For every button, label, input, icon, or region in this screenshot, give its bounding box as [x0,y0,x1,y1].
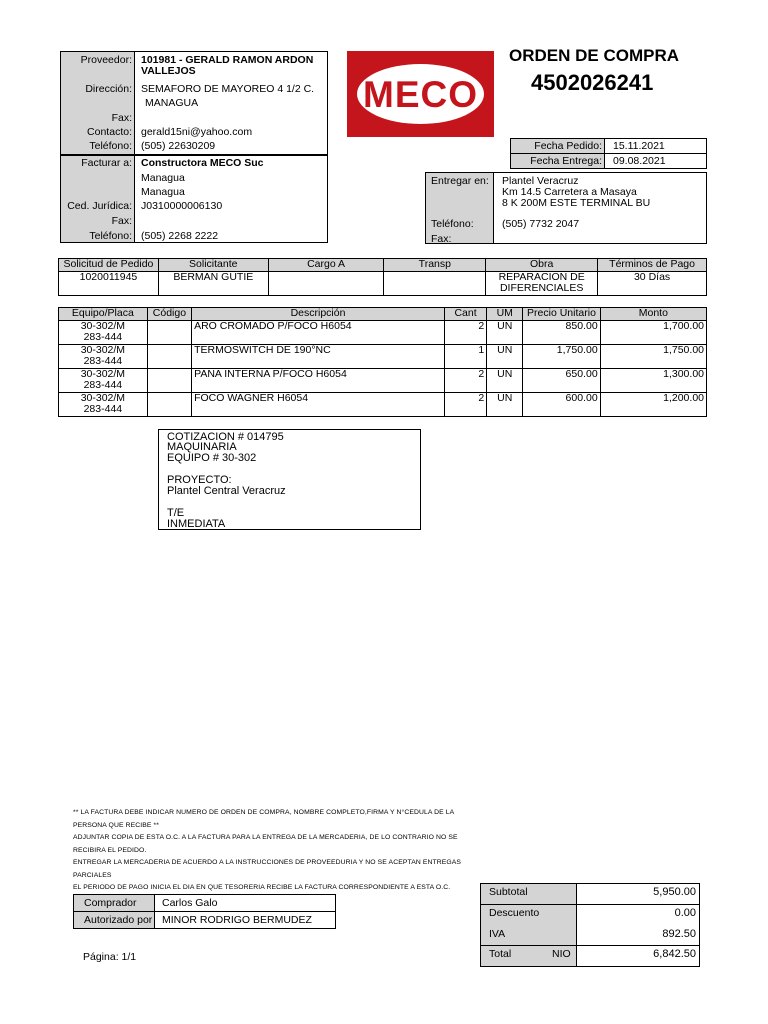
billing-fax-label: Fax: [111,215,132,227]
descripcion-cell: PANA INTERNA P/FOCO H6054 [192,368,445,392]
codigo-cell [147,344,191,368]
page-number: Página: 1/1 [83,951,137,963]
supplier-address-line1: SEMAFORO DE MAYOREO 4 1/2 C. [141,83,315,95]
codigo-cell [147,368,191,392]
billing-company: Constructora MECO Suc [141,157,264,169]
table-row [59,344,707,368]
footer-note-line: RECIBIRA EL PEDIDO. [73,846,147,854]
comprador-label: Comprador [84,897,137,909]
cant-cell: 2 [444,392,486,416]
entregar-label: Entregar en: [431,175,489,187]
supplier-name-line1: 101981 - GERALD RAMON ARDON [141,54,314,66]
header-transp: Transp [384,259,486,272]
iva-label: IVA [489,928,506,940]
signatures-block [73,894,336,929]
equipo-cell [59,368,148,392]
items-table [58,307,707,417]
descuento-value: 0.00 [674,907,696,919]
order-dates [510,138,707,169]
header-descripcion: Descripción [192,308,445,321]
header-solicitante: Solicitante [158,259,268,272]
notes-line1: COTIZACION # 014795 [167,431,284,443]
cant-cell: 2 [444,320,486,344]
meco-logo [347,51,494,137]
descuento-label: Descuento [489,907,540,919]
footer-note-line: EL PERIODO DE PAGO INICIA EL DIA EN QUE TESORERIA RECIBE LA FACTURA CORRESPONDIENTE A ESTA O.C. [73,884,451,891]
billing-phone-label: Teléfono: [89,230,132,242]
footer-note-line: PERSONA QUE RECIBE ** [73,821,159,829]
delivery-fax-label: Fax: [431,233,452,245]
obra-line2: DIFERENCIALES [499,282,584,294]
notes-line6: T/E [167,507,185,519]
header-codigo: Código [147,308,191,321]
header-um: UM [487,308,523,321]
header-precio: Precio Unitario [523,308,600,321]
equipo-line1: 30-302/M [80,319,126,332]
header-equipo: Equipo/Placa [59,308,148,321]
totals-divider-top [481,904,699,905]
signatures-divider [74,911,335,912]
supplier-label-column [61,52,135,154]
descripcion-cell: TERMOSWITCH DE 190°NC [192,344,445,368]
terminos-value: 30 Días [598,271,707,295]
totals-divider-bottom [481,945,699,946]
notes-line3: EQUIPO # 30-302 [167,452,257,464]
dates-divider [511,153,706,154]
equipo-line2: 283-444 [83,403,123,415]
header-obra: Obra [486,259,598,272]
notes-line4: PROYECTO: [167,474,232,486]
precio-cell: 1,750.00 [523,344,600,368]
equipo-line2: 283-444 [83,331,123,343]
subtotal-value: 5,950.00 [653,886,696,898]
header-cargo: Cargo A [268,259,384,272]
codigo-cell [147,320,191,344]
supplier-fax-label: Fax: [111,112,132,124]
precio-cell: 650.00 [523,368,600,392]
billing-phone: (505) 2268 2222 [141,230,219,242]
items-header-row [59,308,707,321]
autorizado-label: Autorizado por [84,914,153,926]
supplier-address-line2: MANAGUA [145,97,199,109]
supplier-block [60,51,328,155]
header-monto: Monto [600,308,706,321]
footer-note-line: ADJUNTAR COPIA DE ESTA O.C. A LA FACTURA PARA LA ENTREGA DE LA MERCADERIA, DE LO CONTRARIO NO SE [73,834,458,841]
fecha-pedido: 15.11.2021 [613,140,665,152]
total-value: 6,842.50 [653,948,696,960]
fecha-pedido-label: Fecha Pedido: [534,140,602,152]
footer-note-line: PARCIALES [73,871,112,879]
monto-cell: 1,300.00 [600,368,706,392]
header-cant: Cant [444,308,486,321]
equipo-cell [59,320,148,344]
supplier-name-line2: VALLEJOS [141,65,196,77]
footer-note-line: ENTREGAR LA MERCADERIA DE ACUERDO A LA INSTRUCCIONES DE PROVEEDURIA Y NO SE ACEPTAN ENTREGAS [73,859,462,866]
fecha-entrega-label: Fecha Entrega: [530,155,602,167]
billing-city2: Managua [141,186,185,198]
cargo-value [268,271,384,295]
monto-cell: 1,700.00 [600,320,706,344]
equipo-line1: 30-302/M [80,367,126,380]
equipo-line1: 30-302/M [80,343,126,356]
monto-cell: 1,750.00 [600,344,706,368]
total-label: Total [489,948,512,960]
facturar-label: Facturar a: [81,157,132,169]
descripcion-cell: ARO CROMADO P/FOCO H6054 [192,320,445,344]
totals-block [480,883,700,967]
monto-cell: 1,200.00 [600,392,706,416]
um-cell: UN [487,320,523,344]
supplier-phone: (505) 22630209 [141,140,216,152]
ced-label: Ced. Jurídica: [67,200,132,212]
billing-block [60,155,328,243]
supplier-contact-email: gerald15ni@yahoo.com [141,126,253,138]
delivery-line3: 8 K 200M ESTE TERMINAL BU [502,197,651,209]
delivery-line2: Km 14.5 Carretera a Masaya [502,186,637,198]
notes-line5: Plantel Central Veracruz [167,485,286,497]
um-cell: UN [487,392,523,416]
billing-ced: J0310000006130 [141,200,223,212]
codigo-cell [147,392,191,416]
equipo-cell [59,392,148,416]
descripcion-cell: FOCO WAGNER H6054 [192,392,445,416]
footer-note-line: ** LA FACTURA DEBE INDICAR NUMERO DE ORDEN DE COMPRA, NOMBRE COMPLETO,FIRMA Y N°CEDULA DE LA [73,809,455,816]
precio-cell: 850.00 [523,320,600,344]
solicitante-value: BERMAN GUTIE [158,271,268,295]
delivery-block [425,172,707,244]
request-row [59,271,707,295]
iva-value: 892.50 [662,928,696,940]
direccion-label: Dirección: [85,83,132,95]
um-cell: UN [487,344,523,368]
order-number: 4502026241 [531,70,654,95]
notes-line2: MAQUINARIA [167,441,237,453]
transp-value [384,271,486,295]
equipo-line2: 283-444 [83,379,123,391]
order-title: ORDEN DE COMPRA [509,46,680,65]
request-header-row [59,259,707,272]
um-cell: UN [487,368,523,392]
equipo-line2: 283-444 [83,355,123,367]
currency-label: NIO [552,948,571,960]
billing-city1: Managua [141,172,185,184]
cant-cell: 1 [444,344,486,368]
footer-notes [73,807,543,895]
table-row [59,320,707,344]
proveedor-label: Proveedor: [80,54,132,66]
notes-box [158,429,421,530]
delivery-phone-label: Teléfono: [431,218,474,230]
delivery-line1: Plantel Veracruz [502,175,579,187]
fecha-entrega: 09.08.2021 [613,155,666,167]
delivery-phone: (505) 7732 2047 [502,218,580,230]
subtotal-label: Subtotal [489,886,528,898]
table-row [59,392,707,416]
precio-cell: 600.00 [523,392,600,416]
table-row [59,368,707,392]
request-table [58,258,707,296]
contacto-label: Contacto: [87,126,132,138]
obra-value [486,271,598,295]
solicitud-value: 1020011945 [59,271,159,295]
equipo-line1: 30-302/M [80,391,126,404]
cant-cell: 2 [444,368,486,392]
notes-line7: INMEDIATA [167,518,226,530]
header-solicitud: Solicitud de Pedido [59,259,159,272]
header-terminos: Términos de Pago [598,259,707,272]
autorizado-value: MINOR RODRIGO BERMUDEZ [162,914,312,926]
comprador-value: Carlos Galo [162,897,218,909]
meco-logo-text: MECO [363,74,478,115]
obra-line1: REPARACION DE [498,270,585,283]
equipo-cell [59,344,148,368]
supplier-phone-label: Teléfono: [89,140,132,152]
